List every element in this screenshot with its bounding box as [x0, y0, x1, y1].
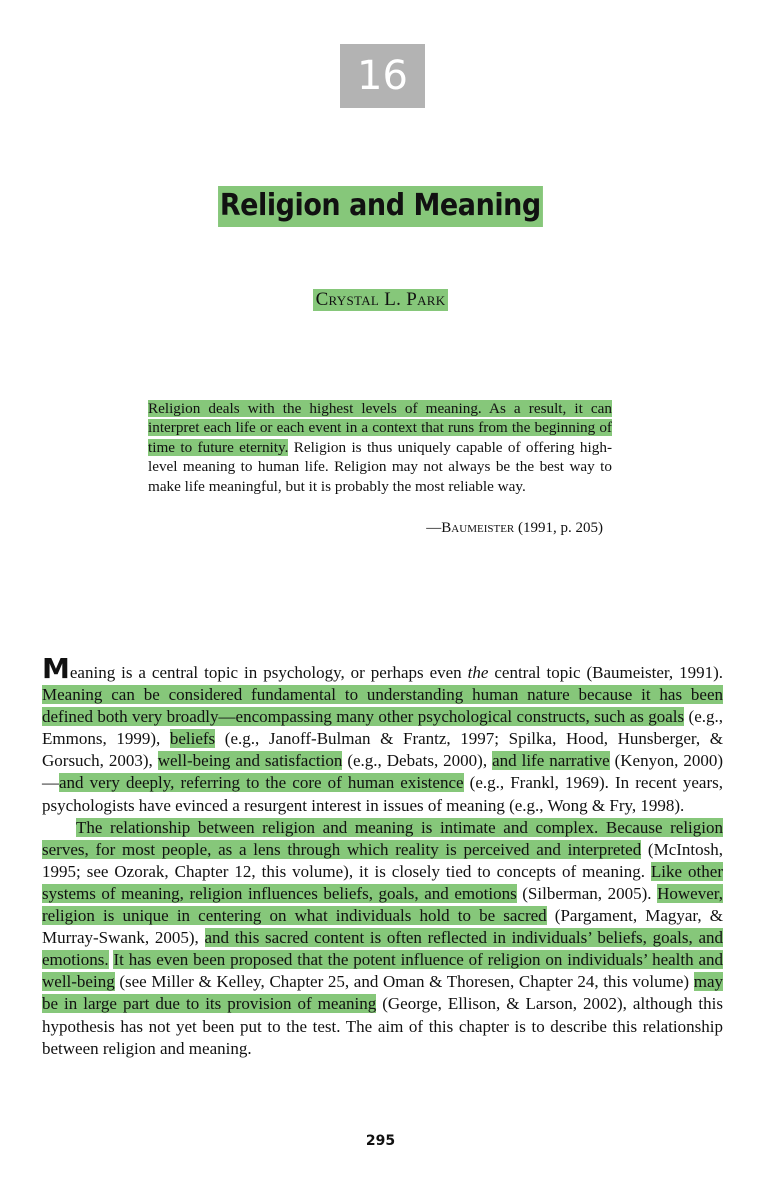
- p2-text-2: (Silberman, 2005).: [516, 883, 658, 903]
- p2-text-6: (George, Ellison, & Larson, 2002), although this hypothesis has not yet been put to the test. The aim of this chapter is to describe this relationship between religion and meaning.: [42, 994, 723, 1058]
- epigraph-highlighted-text: Religion deals with the highest levels of meaning. As a result, it can interpret each life or each event in a context that runs from the beginning of time to future eternity.: [148, 400, 612, 456]
- epigraph-text: Religion is thus uniquely capable of offering high-level meaning to human life. Religion may not always be the best way to make life meaningful, but it is probably the most reliable way.: [148, 438, 612, 495]
- page-number: 295: [365, 1133, 396, 1149]
- p2-highlight-3: However, religion is unique in centering on what individuals hold to be sacred: [42, 883, 723, 926]
- p1-text-5: (Kenyon, 2000)—: [42, 751, 723, 793]
- chapter-title-wrap: [0, 186, 761, 227]
- p2-highlight-5: It has even been proposed that the potent influence of religion on individuals’ health and well-being: [42, 950, 723, 992]
- body-text: [42, 652, 724, 1060]
- attribution-citation: (1991, p. 205): [514, 520, 603, 536]
- p2-text-1: (McIntosh, 1995; see Ozorak, Chapter 12, this volume), it is closely tied to concepts of meaning.: [42, 839, 724, 881]
- p1-text-6: (e.g., Frankl, 1969). In recent years, psychologists have evinced a resurgent interest in issues of meaning (e.g., Wong & Fry, 1998).: [42, 773, 723, 815]
- chapter-number-badge: [340, 44, 425, 108]
- p2-text-3: (Pargament, Magyar, & Murray-Swank, 2005),: [42, 906, 723, 948]
- attribution-author: Baumeister: [441, 520, 515, 536]
- p1-text-3: (e.g., Janoff-Bulman & Frantz, 1997; Spilka, Hood, Hunsberger, & Gorsuch, 2003),: [42, 729, 723, 771]
- attribution-dash: —: [426, 520, 442, 536]
- p1-text-4: (e.g., Debats, 2000),: [342, 751, 493, 771]
- p2-highlight-6: may be in large part due to its provision of meaning: [42, 972, 723, 1014]
- epigraph: [148, 399, 612, 496]
- p1-text-2: (e.g., Emmons, 1999),: [42, 707, 723, 749]
- paragraph-2: [42, 817, 723, 1060]
- chapter-title: Religion and Meaning: [218, 186, 543, 227]
- p2-highlight-1: The relationship between religion and meaning is intimate and complex. Because religion serves, for most people, as a lens through which reality is perceived and interpreted: [42, 817, 723, 859]
- chapter-number: 16: [357, 53, 408, 99]
- p1-highlight-2: beliefs: [169, 729, 216, 749]
- epigraph-attribution: [148, 520, 603, 537]
- p1-text-1b: central topic (Baumeister, 1991).: [488, 663, 723, 682]
- p1-text-1: eaning is a central topic in psychology, or perhaps even: [69, 663, 468, 682]
- author-wrap: [0, 289, 761, 311]
- p1-emphasis: the: [467, 663, 489, 682]
- p1-highlight-4: and life narrative: [492, 751, 610, 771]
- p2-text-5: (see Miller & Kelley, Chapter 25, and Oman & Thoresen, Chapter 24, this volume): [114, 972, 694, 992]
- p2-highlight-2: Like other systems of meaning, religion influences beliefs, goals, and emotions: [42, 861, 723, 903]
- p2-highlight-4: and this sacred content is often reflected in individuals’ beliefs, goals, and emotions.: [42, 928, 723, 970]
- drop-cap: M: [42, 652, 70, 685]
- p1-highlight-5: and very deeply, referring to the core of human existence: [59, 773, 464, 793]
- paragraph-1: [42, 652, 723, 817]
- p1-highlight-1: Meaning can be considered fundamental to understanding human nature because it has been defined both very broadly—encompassing many other psychological constructs, such as goals: [42, 685, 723, 727]
- p1-highlight-3: well-being and satisfaction: [157, 751, 343, 771]
- author-name: Crystal L. Park: [313, 289, 449, 311]
